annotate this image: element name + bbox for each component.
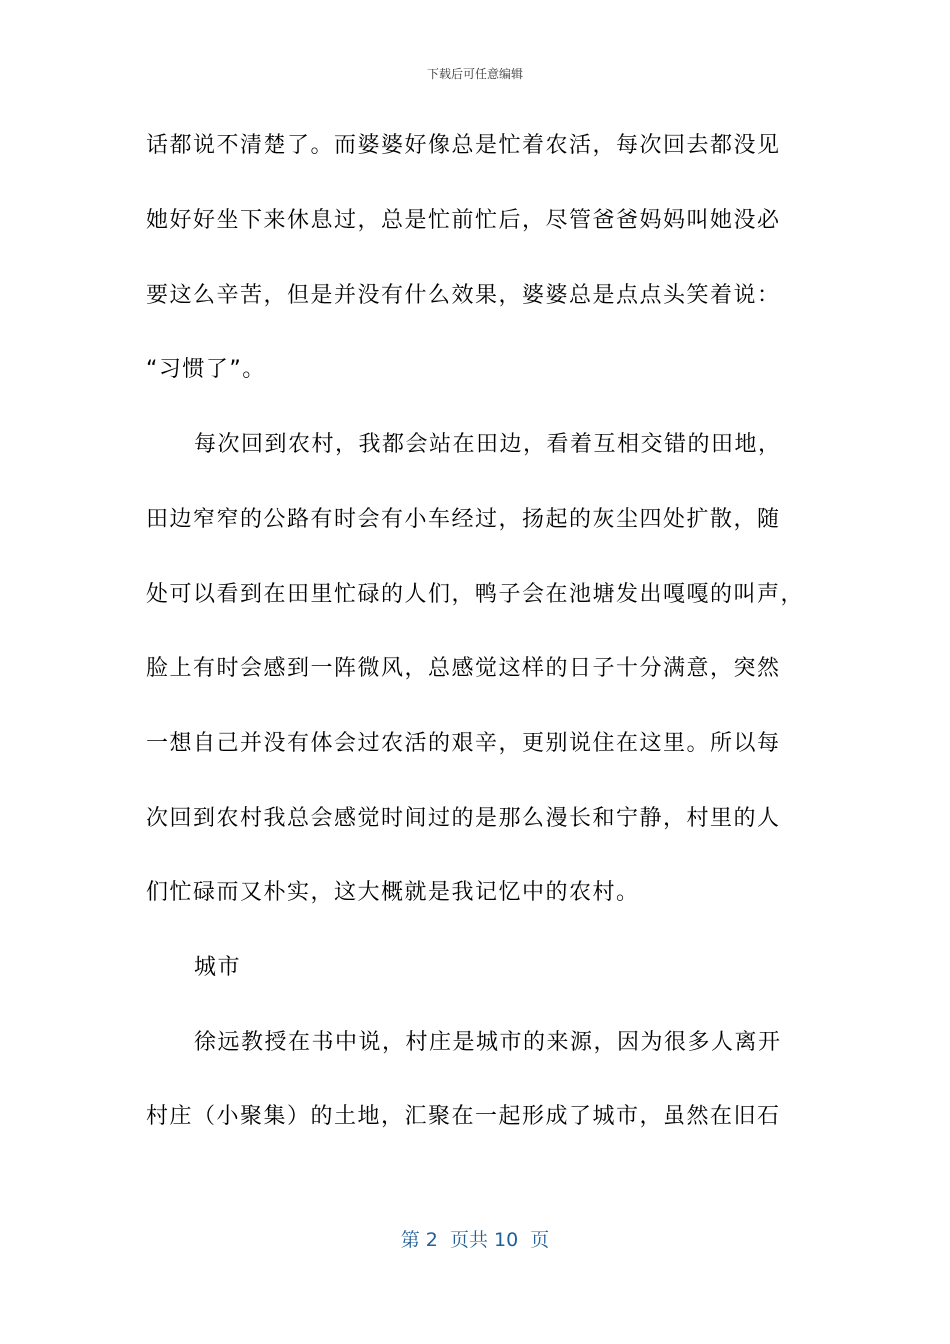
- body-line: 一想自己并没有体会过农活的艰辛，更别说住在这里。所以每: [146, 731, 781, 756]
- body-line: 田边窄窄的公路有时会有小车经过，扬起的灰尘四处扩散，随: [146, 507, 781, 532]
- paragraph-start-line: 徐远教授在书中说，村庄是城市的来源，因为很多人离开: [194, 1030, 782, 1055]
- body-line: 话都说不清楚了。而婆婆好像总是忙着农活，每次回去都没见: [146, 133, 781, 158]
- body-line: 们忙碌而又朴实，这大概就是我记忆中的农村。: [146, 880, 640, 905]
- body-line: “习惯了”。: [146, 357, 266, 382]
- body-line: 要这么辛苦，但是并没有什么效果，婆婆总是点点头笑着说：: [146, 283, 781, 308]
- page-number: 第 2 页共 10 页: [400, 1229, 550, 1251]
- body-line: 脸上有时会感到一阵微风，总感觉这样的日子十分满意，突然: [146, 656, 781, 681]
- section-heading: 城市: [194, 955, 242, 980]
- page-header-note: 下载后可任意编辑: [426, 67, 523, 81]
- body-line: 村庄（小聚集）的土地，汇聚在一起形成了城市，虽然在旧石: [146, 1104, 781, 1129]
- body-line: 处可以看到在田里忙碌的人们，鸭子会在池塘发出嘎嘎的叫声，: [146, 582, 805, 607]
- paragraph-start-line: 每次回到农村，我都会站在田边，看着互相交错的田地，: [194, 432, 782, 457]
- body-line: 她好好坐下来休息过，总是忙前忙后，尽管爸爸妈妈叫她没必: [146, 208, 781, 233]
- body-line: 次回到农村我总会感觉时间过的是那么漫长和宁静，村里的人: [146, 806, 781, 831]
